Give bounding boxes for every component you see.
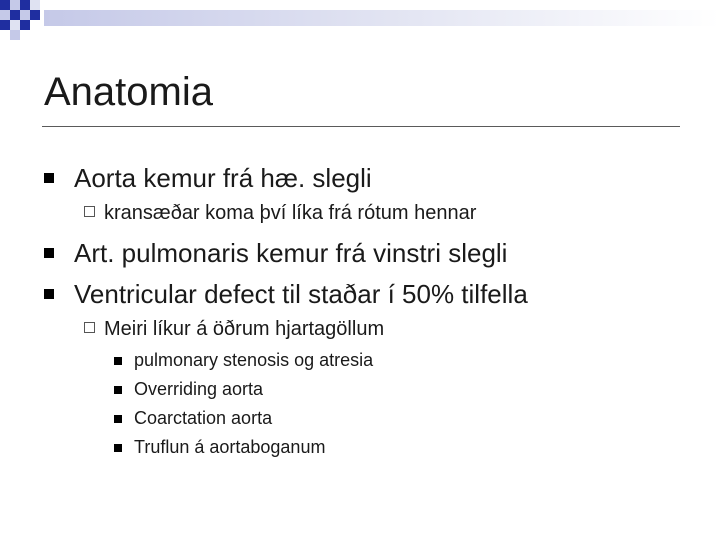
sub-sub-bullet-text: Overriding aorta	[134, 379, 264, 399]
bullet-text: Aorta kemur frá hæ. slegli	[74, 163, 372, 193]
square-bullet-icon	[44, 173, 54, 183]
sub-sub-bullet-text: Truflun á aortaboganum	[134, 437, 326, 457]
hollow-square-bullet-icon	[84, 206, 95, 217]
square-bullet-icon	[44, 289, 54, 299]
square-bullet-icon	[114, 415, 122, 423]
hollow-square-bullet-icon	[84, 322, 95, 333]
sub-bullet-text: kransæðar koma því líka frá rótum hennar	[104, 202, 477, 224]
square-bullet-icon	[114, 386, 122, 394]
title-divider	[42, 126, 680, 127]
square-bullet-icon	[44, 248, 54, 258]
sub-sub-bullet-text: Coarctation aorta	[134, 408, 273, 428]
square-bullet-icon	[114, 357, 122, 365]
sub-bullet-text: Meiri líkur á öðrum hjartagöllum	[104, 318, 385, 340]
slide-title: Anatomia	[44, 70, 213, 114]
bullet-text: Ventricular defect til staðar í 50% tilfella	[74, 279, 528, 309]
sub-sub-bullet-text: pulmonary stenosis og atresia	[134, 350, 374, 370]
square-bullet-icon	[114, 444, 122, 452]
decorative-header-squares	[0, 0, 720, 50]
bullet-text: Art. pulmonaris kemur frá vinstri slegli	[74, 238, 508, 268]
